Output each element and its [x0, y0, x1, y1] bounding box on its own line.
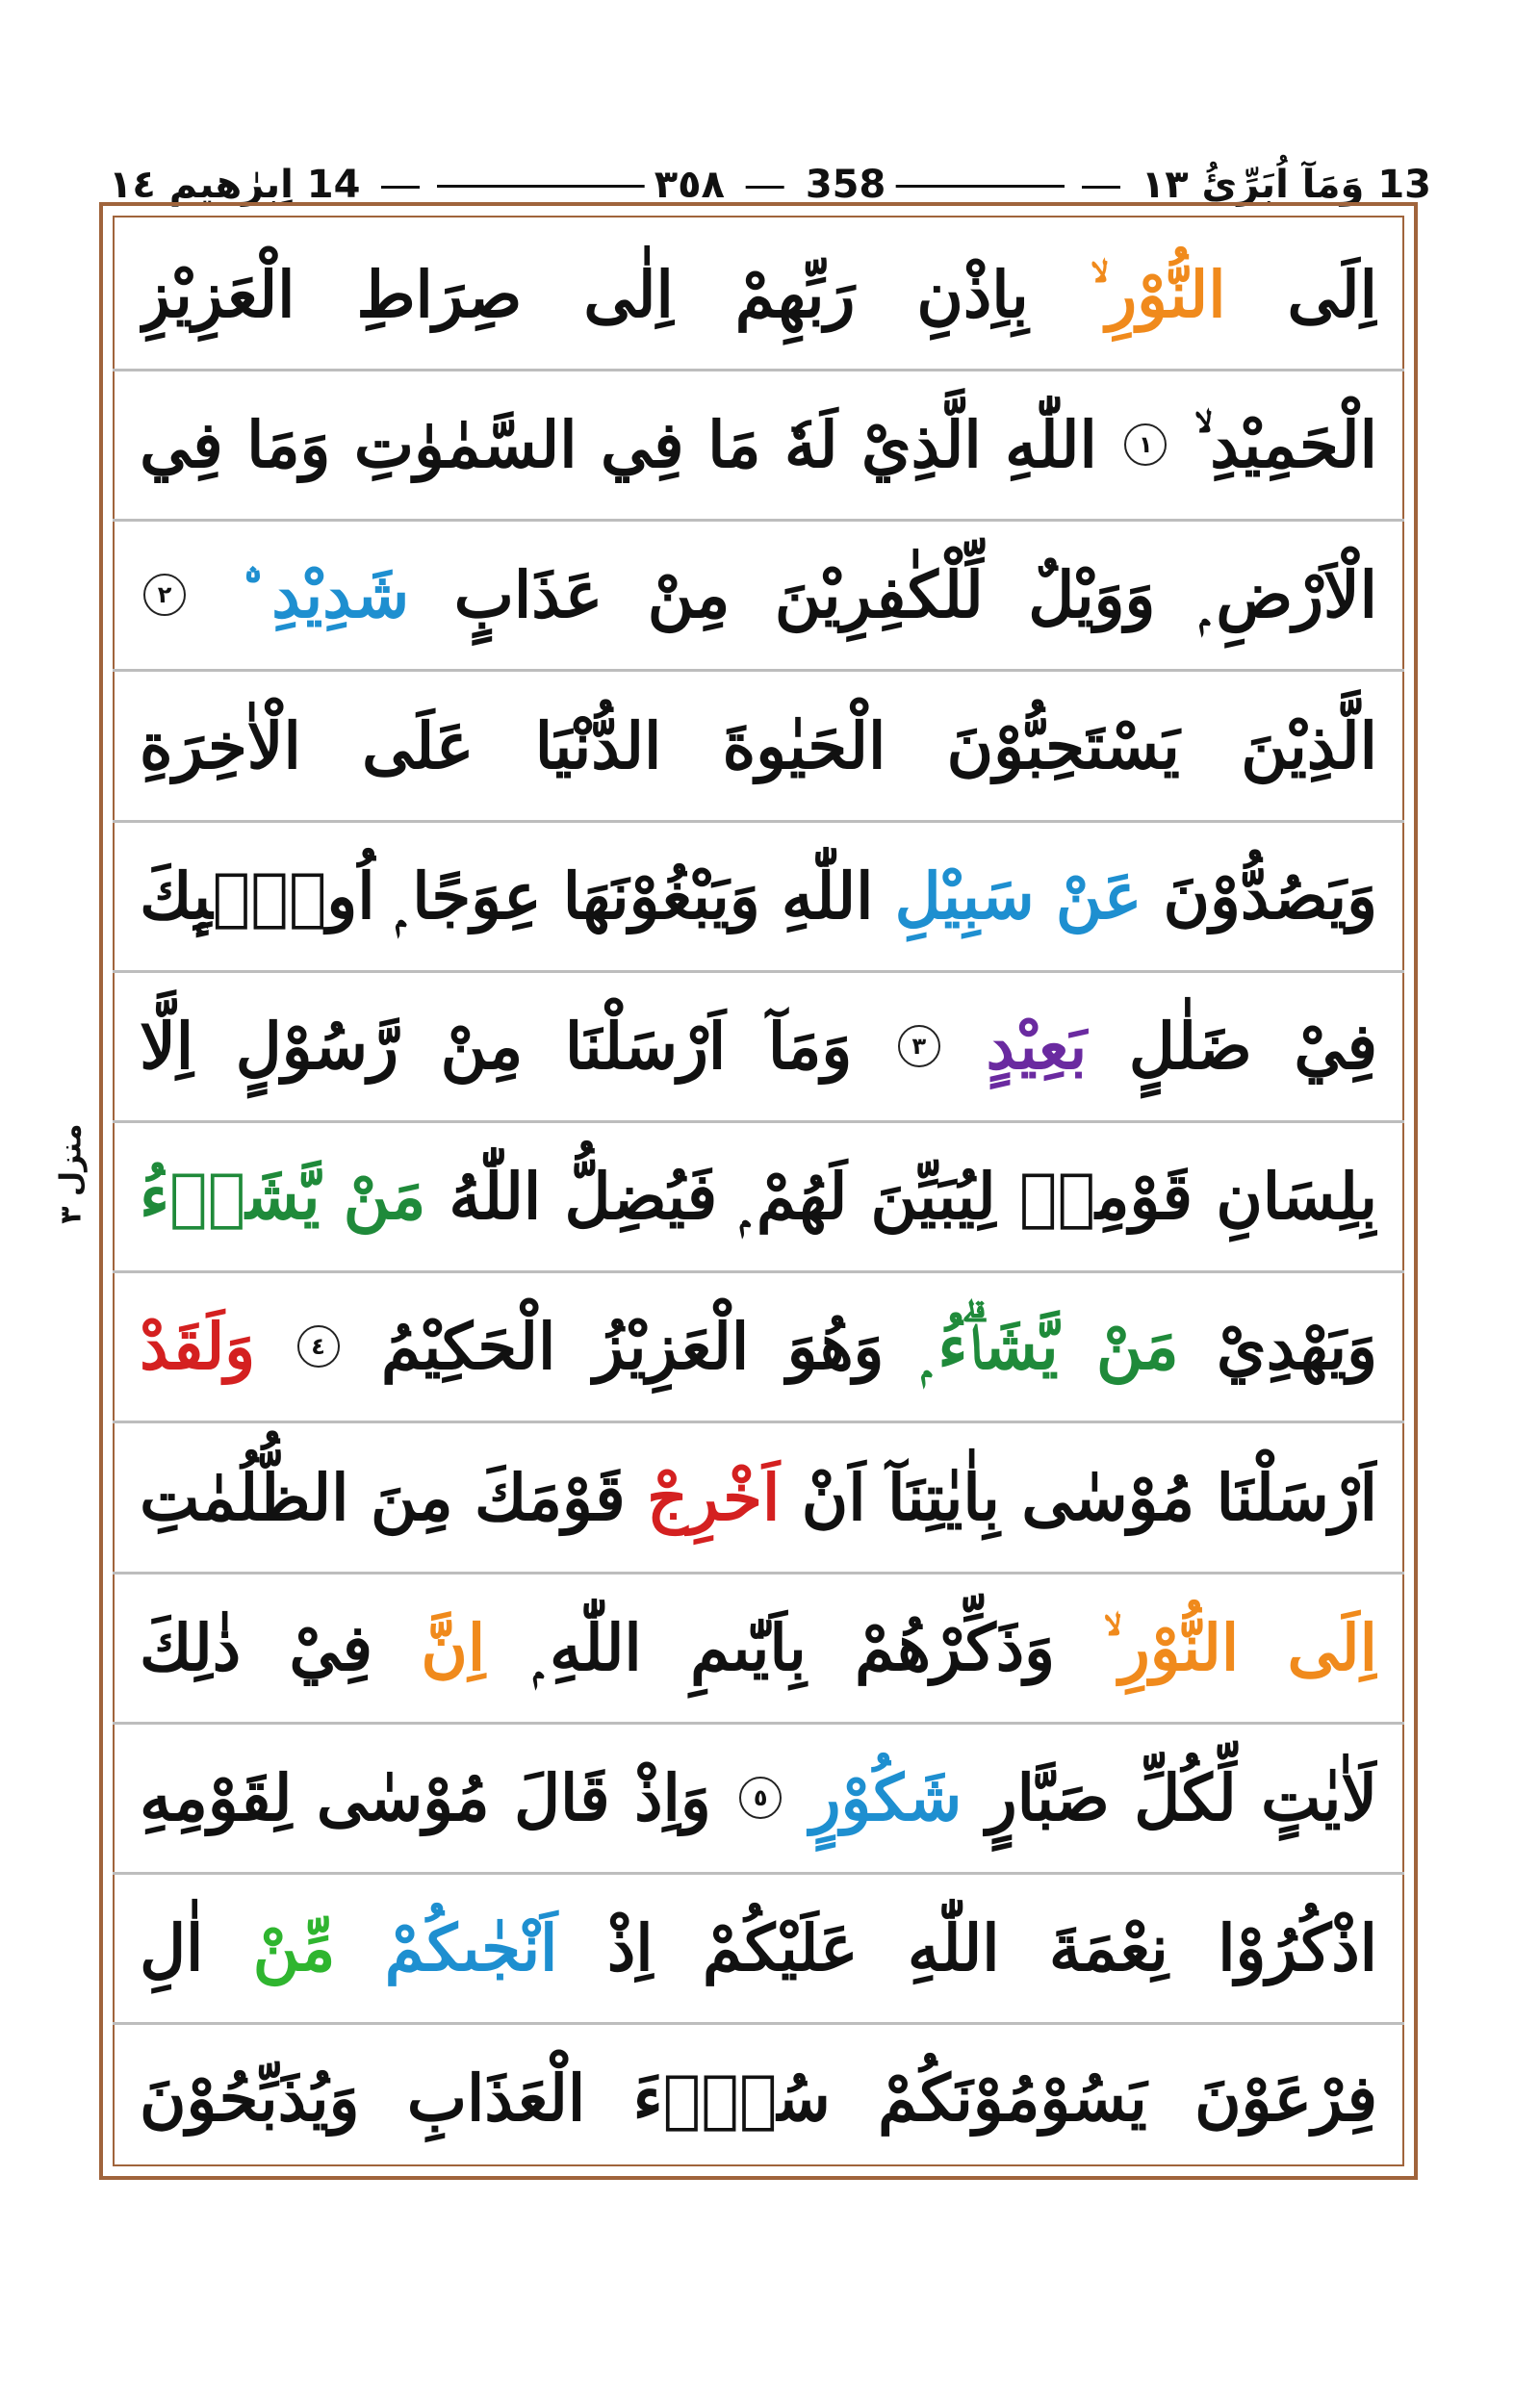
verse-word: اللّٰهِ: [1005, 407, 1097, 483]
verse-word: يَسْتَحِبُّوْنَ: [946, 707, 1180, 783]
verse-word: شَدِيْدِ ۨ: [234, 557, 410, 633]
juz-title: 13 وَمَآ اُبَرِّئُ ١٣: [1141, 163, 1431, 207]
verse-word: اللّٰهِ ۭ: [533, 1609, 642, 1685]
verse-word: وَيَصُدُّوْنَ: [1163, 858, 1377, 934]
verse-word: الْحَيٰوةَ: [722, 707, 886, 783]
page-number: 358: [805, 163, 886, 207]
verse-word: اَنْ: [801, 1459, 866, 1535]
verse-word: مِّنْ: [252, 1910, 336, 1986]
ayah-marker: ٥: [739, 1777, 782, 1819]
verse-word: قَوْمَكَ: [475, 1459, 626, 1535]
verse-word: اِلَى: [1287, 1609, 1377, 1685]
verse-word: شَكُوْرٍ: [809, 1760, 962, 1835]
verse-line: [140, 1123, 1377, 1269]
verse-word: السَّمٰوٰتِ: [353, 407, 578, 483]
verse-word: اَرْسَلْنَا: [1216, 1459, 1377, 1535]
verse-word: بِاِذْنِ: [916, 257, 1029, 332]
verse-line: [140, 371, 1377, 518]
verse-word: رَبِّهِمْ: [734, 257, 856, 332]
verse-word: لِّلْكٰفِرِيْنَ: [774, 557, 984, 633]
verse-word: سَبِيْلِ: [894, 858, 1035, 934]
verse-line: [140, 1273, 1377, 1420]
verse-word: اذْكُرُوْا: [1218, 1910, 1377, 1986]
manzil-margin-label: منزل ٣: [54, 1123, 89, 1224]
verse-word: قَوْمِهٖ: [1018, 1159, 1194, 1235]
verse-word: اللّٰهِ: [907, 1910, 1000, 1986]
verse-word: نِعْمَةَ: [1049, 1910, 1168, 1986]
verse-word: لَاٰيٰتٍ: [1261, 1760, 1377, 1835]
verse-word: بِاٰيٰتِنَآ: [887, 1459, 1000, 1535]
verse-word: صَبَّارٍ: [986, 1760, 1110, 1835]
verse-line: [140, 2025, 1377, 2171]
verse-word: مِنْ: [440, 1009, 524, 1084]
verse-word: فِي: [601, 407, 684, 483]
verse-word: بِاَيّٰىمِ: [690, 1609, 807, 1685]
verse-word: مَنْ: [343, 1159, 426, 1235]
verse-word: وَوَيْلٌ: [1028, 557, 1156, 633]
verse-line: [140, 973, 1377, 1119]
verse-word: اُولٰۗىِٕكَ: [140, 858, 375, 934]
verse-word: اِلٰى: [583, 257, 674, 332]
verse-word: مَنْ: [1096, 1309, 1179, 1385]
verse-word: مُوْسٰى: [316, 1760, 490, 1835]
verse-lines: [140, 221, 1377, 2161]
verse-word: اللّٰهِ: [781, 858, 874, 934]
verse-line: [140, 673, 1377, 819]
verse-line: [140, 221, 1377, 368]
verse-word: فِرْعَوْنَ: [1194, 2061, 1377, 2137]
verse-word: فِيْ: [1294, 1009, 1377, 1084]
verse-word: مِنْ: [647, 557, 731, 633]
verse-word: عِوَجًا ۭ: [396, 858, 542, 934]
verse-word: الْاَرْضِ ۭ: [1199, 557, 1377, 633]
verse-word: اِلَّا: [140, 1009, 194, 1084]
verse-word: وَذَكِّرْهُمْ: [855, 1609, 1055, 1685]
verse-word: عَنْ: [1055, 858, 1142, 934]
verse-word: يَسُوْمُوْنَكُمْ: [878, 2061, 1147, 2137]
verse-word: النُّوْرِ ۙ: [1090, 257, 1226, 332]
ayah-marker: ٣: [898, 1025, 940, 1067]
verse-word: يَّشَاۗءُ: [140, 1159, 321, 1235]
verse-word: فِيْ: [289, 1609, 373, 1685]
verse-word: اِذْ: [606, 1910, 654, 1986]
verse-word: الْعَذَابِ: [406, 2061, 586, 2137]
verse-word: اَرْسَلْنَا: [564, 1009, 727, 1084]
verse-word: وَيَهْدِيْ: [1217, 1309, 1377, 1385]
verse-word: وَيُذَبِّحُوْنَ: [140, 2061, 360, 2137]
verse-word: يَّشَاۗءُ ۭ: [921, 1309, 1059, 1385]
verse-word: عَذَابٍ: [453, 557, 603, 633]
verse-word: الَّذِيْنَ: [1241, 707, 1377, 783]
verse-word: الْعَزِيْزُ: [593, 1309, 750, 1385]
verse-word: وَمَا: [246, 407, 331, 483]
verse-word: وَاِذْ: [634, 1760, 711, 1835]
verse-word: اللّٰهُ: [449, 1159, 542, 1235]
verse-word: لَهُمْ ۭ: [740, 1159, 848, 1235]
verse-word: الْحَمِيْدِ ۙ: [1194, 407, 1377, 483]
text-frame: [99, 202, 1418, 2180]
verse-word: الْحَكِيْمُ: [380, 1309, 556, 1385]
verse-line: [140, 1875, 1377, 2021]
verse-word: وَيَبْغُوْنَهَا: [562, 858, 760, 934]
verse-line: [140, 1725, 1377, 1871]
verse-word: فِي: [140, 407, 223, 483]
surah-title: 14 اِبرٰھیم ١٤: [109, 163, 361, 207]
verse-word: وَهُوَ: [786, 1309, 885, 1385]
verse-word: اَخْرِجْ: [647, 1459, 781, 1535]
verse-word: الْعَزِيْزِ: [140, 257, 295, 332]
verse-word: لَهٗ: [783, 407, 838, 483]
page-number-urdu: ٣٥٨: [654, 163, 725, 207]
verse-word: مَا: [707, 407, 761, 483]
verse-line: [140, 522, 1377, 668]
ayah-marker: ١: [1124, 423, 1167, 466]
verse-word: النُّوْرِ ۙ: [1103, 1609, 1240, 1685]
verse-line: [140, 1575, 1377, 1721]
verse-word: فَيُضِلُّ: [564, 1159, 718, 1235]
verse-word: الظُّلُمٰتِ: [140, 1459, 349, 1535]
verse-word: لِيُبَيِّنَ: [870, 1159, 996, 1235]
verse-word: مِنَ: [370, 1459, 453, 1535]
verse-word: اَنْجٰىكُمْ: [384, 1910, 558, 1986]
verse-word: اٰلِ: [140, 1910, 204, 1986]
verse-line: [140, 823, 1377, 969]
ayah-marker: ٤: [297, 1325, 340, 1368]
verse-word: الَّذِيْ: [860, 407, 982, 483]
verse-word: عَلَيْكُمْ: [702, 1910, 859, 1986]
verse-word: بَعِيْدٍ: [986, 1009, 1088, 1084]
verse-line: [140, 1424, 1377, 1571]
verse-word: عَلَى: [362, 707, 475, 783]
verse-word: وَمَآ: [767, 1009, 853, 1084]
verse-word: وَلَقَدْ: [140, 1309, 256, 1385]
verse-word: بِلِسَانِ: [1216, 1159, 1377, 1235]
verse-word: ضَلٰلٍ: [1128, 1009, 1252, 1084]
verse-word: الْاٰخِرَةِ: [140, 707, 301, 783]
verse-word: رَّسُوْلٍ: [235, 1009, 398, 1084]
verse-word: سُوْۗءَ: [632, 2061, 831, 2137]
verse-word: صِرَاطِ: [356, 257, 523, 332]
verse-word: اِنَّ: [421, 1609, 486, 1685]
verse-word: ذٰلِكَ: [140, 1609, 242, 1685]
verse-word: الدُّنْيَا: [534, 707, 662, 783]
ayah-marker: ٢: [143, 574, 186, 616]
verse-word: لِقَوْمِهِ: [140, 1760, 293, 1835]
verse-word: اِلَى: [1287, 257, 1377, 332]
verse-word: قَالَ: [514, 1760, 610, 1835]
verse-word: مُوْسٰى: [1021, 1459, 1195, 1535]
verse-word: لِّكُلِّ: [1134, 1760, 1237, 1835]
